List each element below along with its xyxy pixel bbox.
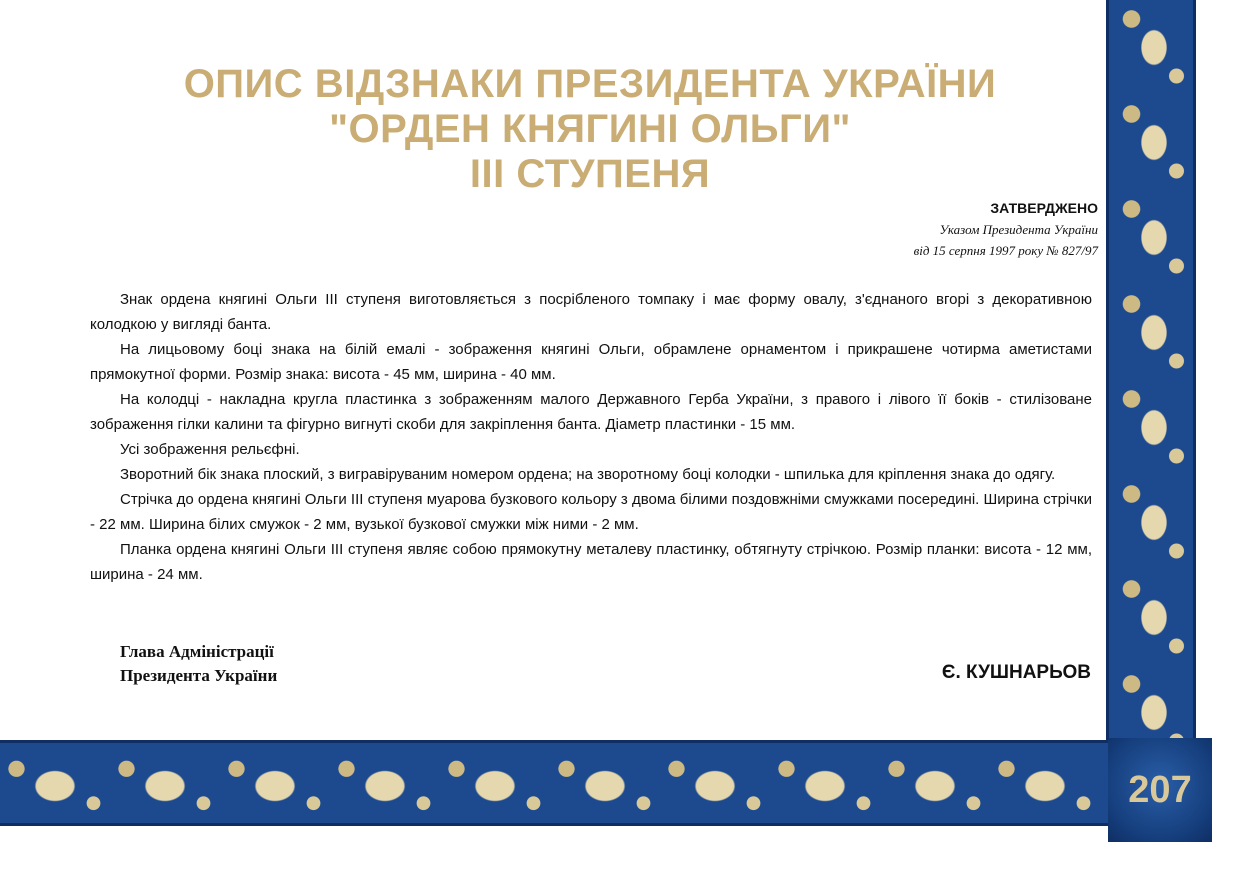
title-line-1: ОПИС ВІДЗНАКИ ПРЕЗИДЕНТА УКРАЇНИ — [183, 62, 997, 106]
approval-block — [914, 198, 1098, 261]
ornamental-border-bottom — [0, 740, 1110, 826]
paragraph: Усі зображення рельєфні. — [120, 441, 300, 458]
paragraph: Стрічка до ордена княгині Ольги III ступеня муарова бузкового кольору з двома білими поздовжніми смужками посередині. Ширина стрічки - 22 мм. Ширина білих смужок - 2 мм, вузької бузкової смужки між ними - 2 мм. — [90, 491, 1092, 533]
title-line-3: III СТУПЕНЯ — [469, 152, 711, 196]
signature-position-line-2: Президента України — [120, 666, 278, 685]
paragraph: Планка ордена княгині Ольги III ступеня являє собою прямокутну металеву пластинку, обтягнуту стрічкою. Розмір планки: висота - 12 мм, ширина - 24 мм. — [90, 541, 1092, 583]
title-line-2: "ОРДЕН КНЯГИНІ ОЛЬГИ" — [329, 107, 851, 151]
approved-label: ЗАТВЕРДЖЕНО — [990, 200, 1098, 216]
paragraph: Знак ордена княгині Ольги III ступеня виготовляється з посрібленого томпаку і має форму овалу, з'єднаного вгорі з декоративною колодкою у вигляді банта. — [90, 291, 1092, 333]
signature-position-line-1: Глава Адміністрації — [120, 642, 274, 661]
signature-position — [120, 640, 277, 688]
paragraph: Зворотний бік знака плоский, з вигравіруваним номером ордена; на зворотному боці колодки - шпилька для кріплення знака до одягу. — [120, 466, 1056, 483]
decree-label: Указом Президента України — [939, 222, 1098, 237]
ornamental-border-right — [1106, 0, 1196, 740]
decree-date: від 15 серпня 1997 року № 827/97 — [913, 243, 1098, 258]
body-text — [90, 287, 1092, 587]
page-number: 207 — [1128, 768, 1192, 811]
paragraph: На лицьовому боці знака на білій емалі - зображення княгині Ольги, обрамлене орнаментом і прикрашене чотирма аметистами прямокутної форми. Розмір знака: висота - 45 мм, ширина - 40 мм. — [90, 341, 1092, 383]
signature-name: Є. КУШНАРЬОВ — [941, 662, 1091, 683]
page-number-box — [1108, 738, 1212, 842]
paragraph: На колодці - накладна кругла пластинка з зображенням малого Державного Герба України, з правого і лівого її боків - стилізоване зображення гілки калини та фігурно вигнуті скоби для закріплення банта. Діаметр пластинки - 15 мм. — [90, 391, 1092, 433]
page-title — [120, 62, 1060, 197]
